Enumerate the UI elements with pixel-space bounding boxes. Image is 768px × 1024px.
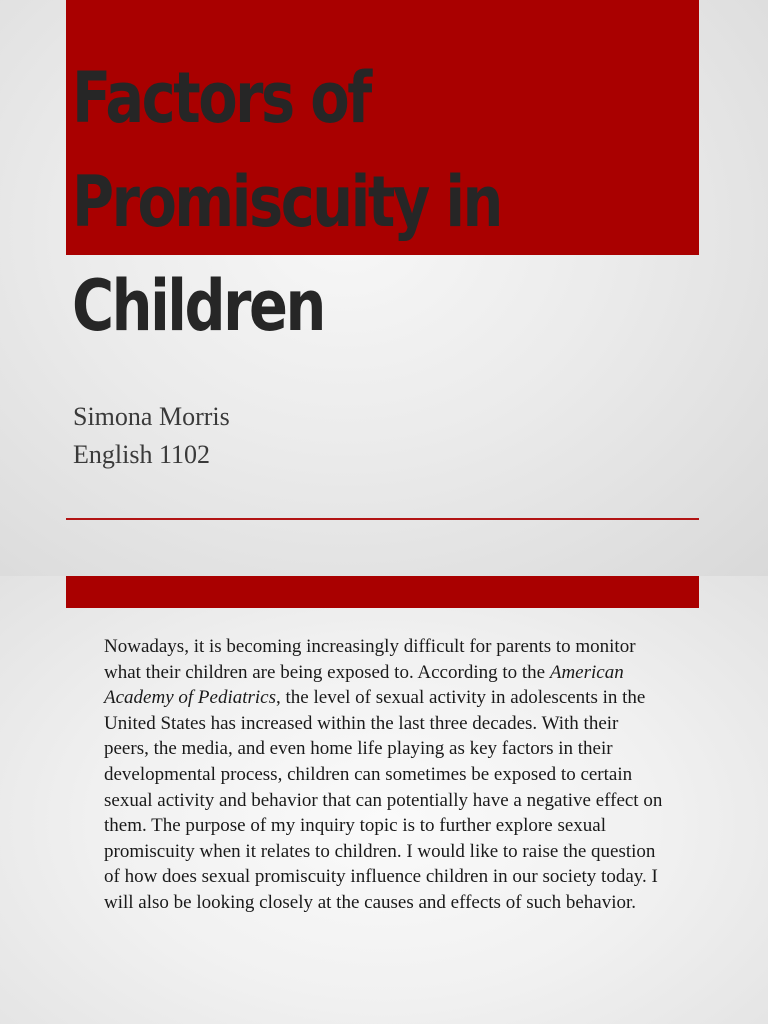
author-name: Simona Morris (73, 402, 230, 431)
divider-line (66, 518, 699, 520)
slide-title (72, 46, 597, 358)
body-paragraph (104, 634, 664, 916)
content-slide (0, 576, 768, 1024)
title-line: Children (72, 265, 324, 347)
title-line: Promiscuity in (72, 161, 501, 243)
title-line: Factors of (72, 57, 370, 139)
italic-source-name: American Academy of Pediatrics (104, 661, 624, 709)
paragraph-text-end: , the level of sexual activity in adolescents in the United States has increased within the last three decades. With their peers, the media, and even home life playing as key factors in their developmental process, children can sometimes be exposed to certain sexual activity and behavior that can potentially have a negative effect on them. The purpose of my inquiry topic is to further explore sexual promiscuity when it relates to children. I would like to raise the question of how does sexual promiscuity influence children in our society today. I will also be looking closely at the causes and effects of such behavior. (104, 687, 663, 913)
header-accent-block (66, 576, 699, 608)
slide-subtitle (73, 398, 230, 474)
course-name: English 1102 (73, 440, 210, 469)
paragraph-text-start: Nowadays, it is becoming increasingly difficult for parents to monitor what their children are being exposed to. According to the (104, 636, 636, 683)
